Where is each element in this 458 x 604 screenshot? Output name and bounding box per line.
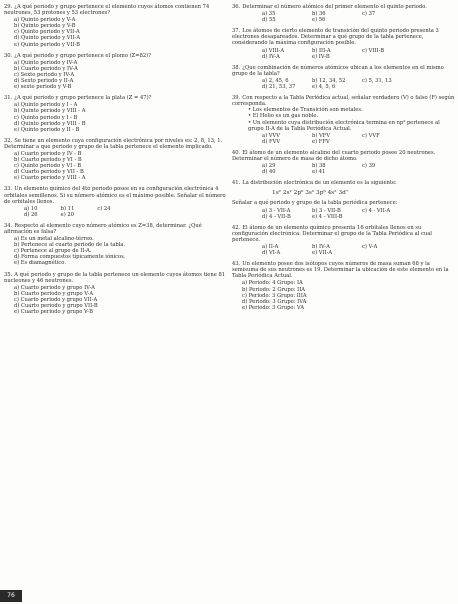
question-item xyxy=(4,272,229,316)
answer-option: e) FFV xyxy=(312,138,330,145)
answer-options xyxy=(242,280,457,310)
question-text-continued: Señalar a qué periodo y grupo de la tabla periódica pertenece: xyxy=(232,200,398,207)
question-stem xyxy=(232,180,457,186)
answer-option: d) Cuarto periodo y grupo VII-B xyxy=(14,303,98,310)
question-number: 40. xyxy=(232,149,241,156)
answer-option: c) 39 xyxy=(362,163,376,170)
answer-option: b) Cuarto periodo y VI - B xyxy=(14,157,82,164)
answer-option xyxy=(362,250,412,256)
answer-option: e) 56 xyxy=(312,17,326,24)
answer-option: e) Periodo: 3 Grupo: VA xyxy=(242,304,305,311)
answer-option: b) Cuarto periodo y IV-A xyxy=(14,65,78,72)
answer-option: a) Es un metal alcalino-térreo. xyxy=(14,236,94,243)
answer-option: d) 40 xyxy=(262,169,276,176)
answer-option: a) Quinto periodo y V-A xyxy=(14,17,76,24)
answer-option: c) 24 xyxy=(97,205,111,212)
question-number: 33. xyxy=(4,186,13,193)
answer-option: e) IV-B xyxy=(312,53,330,60)
answer-option: a) Quinto periodo y I - A xyxy=(14,102,78,109)
answer-option: d) VI-A xyxy=(262,250,281,257)
bullet-icon: • xyxy=(248,107,253,114)
question-text: ¿A qué periodo y grupo pertenece la plata (Z = 47)? xyxy=(14,95,152,102)
question-text: Un elemento posee dos isótopos cuyos números de masa suman 68 y la semisuma de sus neutrones es 19. Determinar la ubicación de este elemento en la Tabla Periódica Actual. xyxy=(232,261,449,280)
answer-options xyxy=(262,78,412,90)
question-stem xyxy=(4,223,229,235)
electron-configuration: 1s² 2s² 2p⁶ 3s² 3p⁶ 4s² 3d⁷ xyxy=(272,190,349,197)
question-number: 34. xyxy=(4,222,13,229)
answer-options xyxy=(262,48,412,60)
answer-option: c) 4 - VII-A xyxy=(362,207,391,214)
question-stem xyxy=(232,225,457,243)
question-stem xyxy=(232,95,457,107)
statement-item xyxy=(248,120,457,132)
answer-option: d) IV-A xyxy=(262,53,280,60)
question-text: Se tiene un elemento cuya configuración electrónica por niveles es: 2, 8, 13, 1. Determinar a que periodo y grupo de la tabla pertenece el elemento implicado. xyxy=(4,137,223,150)
question-stem xyxy=(4,272,229,284)
answer-option: a) 29 xyxy=(262,163,276,170)
question-text: A qué periodo y grupo de la tabla pertenece un elemento cuyos átomos tiene 81 nucleones y 46 neutrones. xyxy=(4,271,226,284)
question-item xyxy=(232,180,457,219)
question-text: Los átomos de cierto elemento de transición del quinto periodo presenta 3 electrones desapareados. Determinar a qué grupo de la tabla pertenece, considerando la máxima configuración posible. xyxy=(232,28,439,47)
answer-option: b) Periodo: 2 Grupo: IIA xyxy=(242,286,306,293)
question-item xyxy=(232,150,457,175)
answer-option: a) Cuarto periodo y grupo IV-A xyxy=(14,284,95,291)
answer-option: b) III-A xyxy=(312,47,331,54)
answer-option: b) Cuarto periodo y grupo V-A xyxy=(14,290,94,297)
answer-option xyxy=(362,169,412,175)
answer-options xyxy=(262,11,412,23)
answer-options xyxy=(262,244,412,256)
answer-option: d) 21, 53, 37 xyxy=(262,84,296,91)
page-number: 76 xyxy=(0,590,22,602)
question-item xyxy=(4,186,229,217)
answer-option: e) Quinto periodo y II - B xyxy=(14,126,80,133)
answer-option: a) Quinto periodo y IV-A xyxy=(14,59,78,66)
question-stem xyxy=(232,65,457,77)
answer-option xyxy=(362,214,412,220)
answer-option: e) Es diamagnético. xyxy=(14,260,66,267)
answer-option: d) 4 - VII-B xyxy=(262,213,291,220)
answer-options xyxy=(14,60,229,90)
answer-option: e) VII-A xyxy=(312,250,333,257)
question-text: Con respecto a la Tabla Periódica actual, señalar verdadero (V) o falso (F) según corresponda. xyxy=(232,95,455,108)
answer-option: d) 55 xyxy=(262,17,276,24)
statement-text: El Helio es un gas noble. xyxy=(252,113,319,120)
question-stem xyxy=(4,53,229,59)
question-number: 35. xyxy=(4,271,13,278)
statement-text: Los elementos de Transición son metales. xyxy=(252,107,363,114)
answer-option xyxy=(362,54,412,60)
answer-options xyxy=(14,236,229,266)
answer-options xyxy=(14,17,229,47)
answer-option: d) 26 xyxy=(24,211,38,218)
bullet-icon: • xyxy=(248,119,253,126)
question-item xyxy=(232,95,457,145)
question-item xyxy=(4,138,229,182)
answer-option: b) IV-A xyxy=(312,244,330,250)
question-number: 37. xyxy=(232,28,241,35)
question-text: Determinar el número atómico del primer elemento el quinto periodo. xyxy=(242,4,427,10)
answer-option: b) Quinto periodo y V-B xyxy=(14,23,76,30)
answer-option: a) 3 - VII-A xyxy=(262,207,291,214)
answer-option: b) 11 xyxy=(60,205,75,212)
answer-option: c) Cuarto periodo y grupo VII-A xyxy=(14,296,98,303)
answer-option: a) 35 xyxy=(262,11,276,18)
answer-option: e) 20 xyxy=(60,211,74,218)
answer-option: b) 12, 34, 52 xyxy=(312,77,346,84)
answer-option: e) 4 - VIII-B xyxy=(312,213,343,220)
answer-option: d) FVV xyxy=(262,138,281,145)
left-column xyxy=(4,4,229,320)
question-item xyxy=(4,4,229,48)
answer-option: c) 37 xyxy=(362,11,376,18)
answer-option: c) 5, 31, 13 xyxy=(362,77,392,84)
question-number: 32. xyxy=(4,137,13,144)
question-text: Respecto al elemento cuyo número atómico es Z=38, determinar. ¿Qué afirmación es falsa? xyxy=(4,222,202,235)
answer-options xyxy=(14,102,229,132)
question-number: 30. xyxy=(4,52,13,59)
question-number: 29. xyxy=(4,4,13,10)
answer-option xyxy=(362,84,412,90)
question-number: 36. xyxy=(232,4,241,10)
question-text: La distribución electrónica de un elemento es la siguiente: xyxy=(242,180,397,187)
answer-option: d) Quinto periodo y VII-A xyxy=(14,35,81,42)
answer-options xyxy=(262,163,412,175)
question-stem xyxy=(4,186,229,204)
answer-option xyxy=(97,212,134,218)
answer-options xyxy=(262,133,412,145)
answer-option: c) Periodo: 3 Grupo: IIIA xyxy=(242,292,307,299)
question-stem xyxy=(4,95,229,101)
answer-option xyxy=(362,139,412,145)
answer-option: d) Cuarto periodo y VII - B xyxy=(14,169,84,176)
question-stem xyxy=(232,28,457,46)
question-stem xyxy=(232,261,457,279)
answer-option: d) Quinto periodo y VIII - B xyxy=(14,120,86,127)
answer-option: e) 4, 5, 6 xyxy=(312,84,336,91)
question-text: ¿A qué periodo y grupo pertenece el elemento cuyos átomos contienen 74 neutrones, 53 protones y 53 electrones? xyxy=(4,4,210,17)
answer-options xyxy=(24,206,134,218)
question-stem xyxy=(232,4,457,10)
question-stem xyxy=(4,4,229,16)
question-number: 38. xyxy=(232,64,241,71)
answer-option: d) Periodo: 3 Grupo: IVA xyxy=(242,298,307,305)
answer-option: b) Quinto periodo y VIII - A xyxy=(14,108,86,115)
answer-option: b) 38 xyxy=(312,163,326,170)
question-item xyxy=(232,4,457,23)
question-text: ¿A qué periodo y grupo pertenece el plomo (Z=82)? xyxy=(14,52,151,59)
answer-option: d) Sexto periodo y II-A xyxy=(14,78,74,85)
question-stem xyxy=(4,138,229,150)
answer-option: c) Sexto periodo y IV-A xyxy=(14,71,75,78)
answer-option: c) V-A xyxy=(362,244,378,250)
question-number: 31. xyxy=(4,95,13,102)
answer-option xyxy=(362,17,412,23)
answer-option: e) Cuarto periodo y grupo V-B xyxy=(14,309,93,316)
question-text: ¿Que combinación de números atómicos ubican a los elementos en el mismo grupo de la tabla? xyxy=(232,64,444,77)
answer-option: a) VIII-A xyxy=(262,47,285,54)
question-text: Un elemento químico del 4to periodo posee en su configuración electrónica 4 orbitales semillenos. Si su número atómico es el máximo posible. Señalar el número de orbitales llenos. xyxy=(4,186,226,205)
answer-option: a) II-A xyxy=(262,244,279,250)
answer-option: e) sexto periodo y V-B xyxy=(14,84,72,91)
answer-options xyxy=(262,208,412,220)
answer-option: a) Periodo: 4 Grupo: IA xyxy=(242,280,303,287)
answer-option: a) 10 xyxy=(24,205,38,212)
question-item xyxy=(4,95,229,133)
question-item xyxy=(232,28,457,59)
answer-option: d) Forma compuestos típicamente iónicos. xyxy=(14,254,126,261)
answer-option: b) 36 xyxy=(312,11,326,18)
answer-option: c) Quinto periodo y VII-A xyxy=(14,29,80,36)
answer-option: c) Quinto periodo y VI - B xyxy=(14,163,82,170)
question-text: El átomo de un elemento alcalino del cuarto periodo posee 20 neutrones. Determinar el número de masa de dicho átomo. xyxy=(232,149,436,162)
answer-option: c) Pertenece al grupo de II-A. xyxy=(14,248,92,255)
bullet-icon: • xyxy=(248,113,253,120)
answer-option: a) VVV xyxy=(262,132,281,139)
answer-options xyxy=(14,285,229,315)
question-number: 39. xyxy=(232,95,241,102)
question-number: 41. xyxy=(232,180,241,187)
answer-option: e) 41 xyxy=(312,169,326,176)
statement-text: Un elemento cuya distribución electrónica termina en np² pertenece al grupo II-A de la Tabla Periódica Actual. xyxy=(248,119,440,132)
answer-option: c) VVF xyxy=(362,132,380,139)
question-stem xyxy=(232,150,457,162)
question-item xyxy=(232,65,457,90)
answer-options xyxy=(14,151,229,181)
question-item xyxy=(232,261,457,311)
answer-option: e) Quinto periodo y VII-B xyxy=(14,41,80,48)
answer-option: a) Cuarto periodo y IV - B xyxy=(14,150,82,157)
answer-option: b) 3 - VII-B xyxy=(312,207,341,214)
answer-option: c) VIII-B xyxy=(362,47,385,54)
question-item xyxy=(4,223,229,267)
right-column xyxy=(232,4,457,316)
question-item xyxy=(232,225,457,256)
answer-option: e) Cuarto periodo y VIII - A xyxy=(14,175,86,182)
question-text: El átomo de un elemento químico presenta 16 orbitales llenos en su configuración electrónica. Determinar el grupo de la Tabla Periódica al cual pertenece. xyxy=(232,224,432,243)
answer-option: b) Pertenece al cuarto periodo de la tabla. xyxy=(14,242,126,249)
question-number: 42. xyxy=(232,224,241,231)
question-item xyxy=(4,53,229,91)
question-number: 43. xyxy=(232,261,241,268)
answer-option: c) Quinto periodo y I - B xyxy=(14,114,78,121)
answer-option: a) 2, 45, 6 xyxy=(262,77,289,84)
answer-option: b) VFV xyxy=(312,132,331,139)
